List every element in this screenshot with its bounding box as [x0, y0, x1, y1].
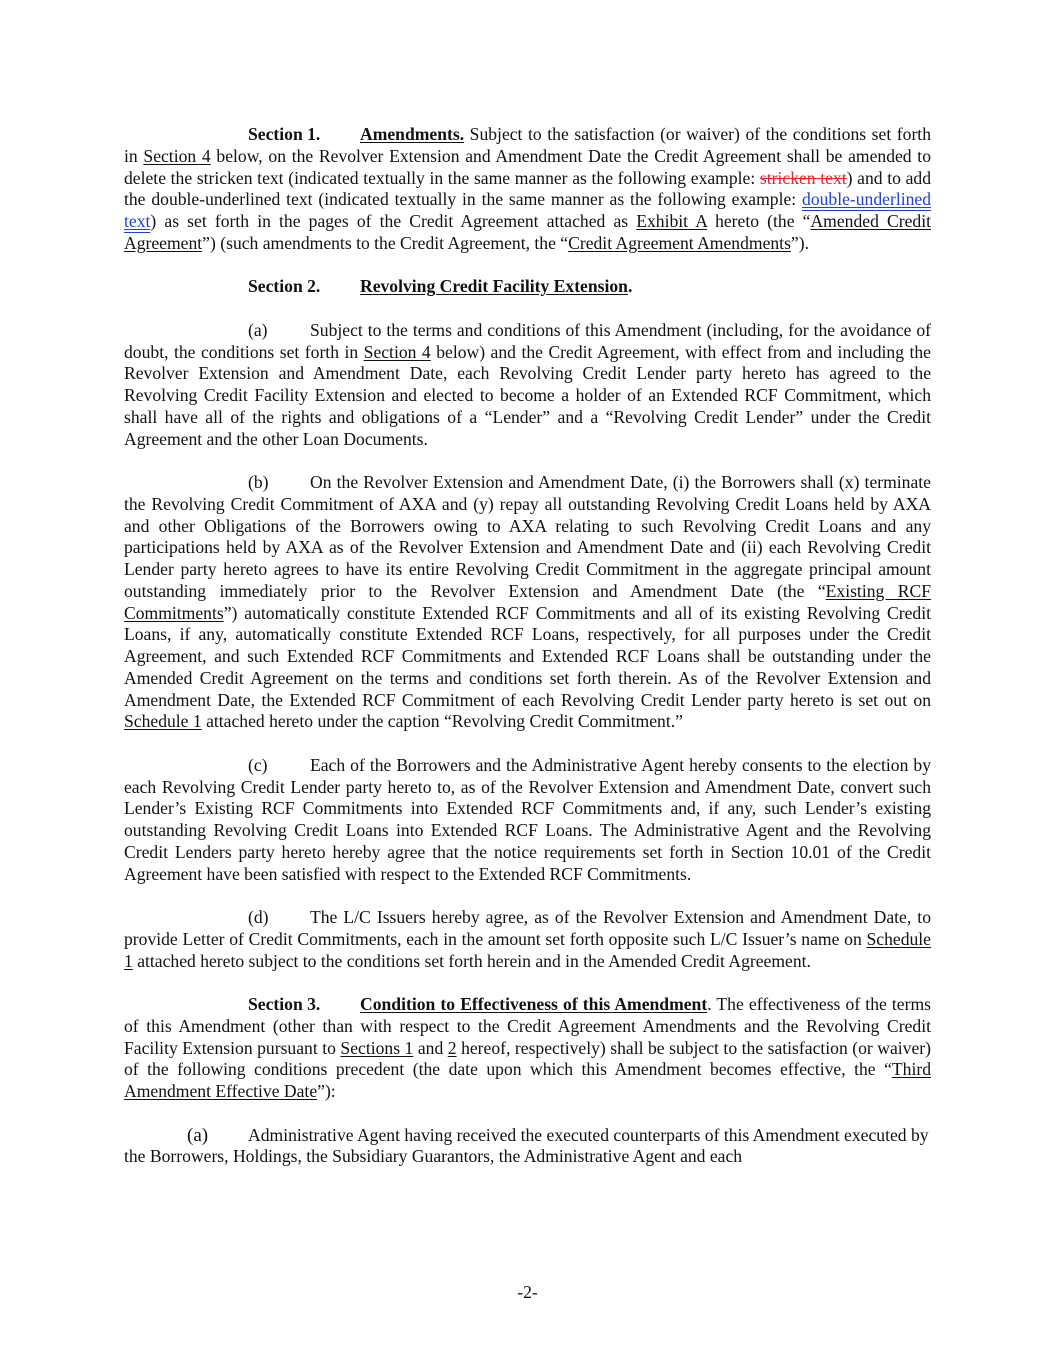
body-text: Each of the Borrowers and the Administrative Agent hereby consents to the election by each Revolving Credit Lender party hereto to, as of the Revolver Extension and Amendment Date, convert such Lender’s Existing RCF Commitments into Extended RCF Commitments and, if any, such Lender’s existing outstanding Revolving Credit Loans into Extended RCF Loans. The Administrative Agent and the Revolving Credit Lenders party hereto hereby agree that the notice requirements set forth in Section 10.01 of the Credit Agreement have been satisfied with respect to the Extended RCF Commitments. — [124, 754, 931, 884]
section-number: Section 1. — [248, 124, 321, 144]
section-number: Section 3. — [248, 994, 321, 1014]
document-body — [124, 124, 931, 1190]
body-text: attached hereto under the caption “Revolving Credit Commitment.” — [201, 711, 683, 732]
double-underlined-text-example: double-underlined text — [124, 189, 931, 231]
body-text: ”). — [790, 232, 809, 253]
section-paragraph — [124, 994, 931, 1103]
defined-term-reference: Section 4 — [363, 341, 431, 362]
body-text: hereof, respectively) shall be subject to the satisfaction (or waiver) of the following conditions precedent (the date upon which this Amendment becomes effective, the “ — [124, 1037, 931, 1080]
stricken-text-example: stricken text — [759, 167, 847, 188]
section-heading: Amendments. — [360, 124, 465, 144]
defined-term-reference: Third Amendment Effective Date — [124, 1059, 931, 1101]
section-heading: Revolving Credit Facility Extension — [360, 276, 628, 297]
subsection-label: (d) — [248, 907, 269, 927]
section-heading: Condition to Effectiveness of this Amendment — [360, 994, 708, 1014]
body-text: ) and to add the double-underlined text (indicated textually in the same manner as the following example: — [124, 167, 931, 210]
body-text: The L/C Issuers hereby agree, as of the Revolver Extension and Amendment Date, to provide Letter of Credit Commitments, each in the amount set forth opposite such L/C Issuer’s name on — [124, 907, 931, 949]
defined-term-reference: Schedule 1 — [124, 711, 202, 732]
section-paragraph — [124, 124, 931, 255]
body-text: Subject to the terms and conditions of this Amendment (including, for the avoidance of doubt, the conditions set forth in — [124, 319, 931, 362]
subsection-paragraph — [124, 472, 931, 733]
subsection-label: (a) — [187, 1124, 209, 1146]
subsection-paragraph — [124, 320, 931, 451]
body-text: ”) automatically constitute Extended RCF Commitments and all of its existing Revolving Credit Loans, if any, automatically constitute Extended RCF Loans, respectively, for all purposes under the Credit Agreement, and such Extended RCF Commitments and Extended RCF Loans shall be outstanding under the Amended Credit Agreement on the terms and conditions set forth therein. As of the Revolver Extension and Amendment Date, the Extended RCF Commitment of each Revolving Credit Lender party hereto is set out on — [124, 602, 931, 710]
body-text: ) as set forth in the pages of the Credit Agreement attached as — [150, 211, 637, 231]
defined-term-reference: 2 — [447, 1037, 457, 1058]
defined-term-reference: Amended Credit Agreement — [124, 211, 931, 253]
body-text: Administrative Agent having received the executed counterparts of this Amendment executed by the Borrowers, Holdings, the Subsidiary Guarantors, the Administrative Agent and each — [124, 1124, 929, 1167]
subsection-label: (a) — [248, 319, 268, 340]
subsection-label: (b) — [248, 472, 269, 492]
body-text: . The effectiveness of the terms of this Amendment (other than with respect to the Credit Agreement Amendments and the Revolving Credit Facility Extension pursuant to — [124, 994, 932, 1058]
body-text: attached hereto subject to the conditions set forth herein and in the Amended Credit Agreement. — [132, 950, 811, 971]
body-text: ”) (such amendments to the Credit Agreement, the “ — [202, 232, 569, 253]
body-text: On the Revolver Extension and Amendment Date, (i) the Borrowers shall (x) terminate the Revolving Credit Commitment of AXA and (y) repay all outstanding Revolving Credit Loans held by AXA and other Obligations of the Borrowers owing to AXA relating to such Revolving Credit Loans and any participations held by AXA as of the Revolver Extension and Amendment Date and (ii) each Revolving Credit Lender party hereto agrees to have its entire Revolving Credit Commitment in the aggregate principal amount outstanding immediately prior to the Revolver Extension and Amendment Date (the “ — [124, 472, 931, 601]
subsection-paragraph — [124, 1125, 931, 1169]
subsection-label: (c) — [248, 754, 268, 775]
subsection-paragraph — [124, 755, 931, 886]
defined-term-reference: Credit Agreement Amendments — [568, 232, 791, 253]
defined-term-reference: Section 4 — [143, 145, 211, 166]
body-text: ”): — [317, 1081, 336, 1101]
body-text: Subject to the satisfaction (or waiver) of the conditions set forth in — [124, 124, 931, 166]
body-text: and — [413, 1037, 448, 1058]
body-text: below, on the Revolver Extension and Amendment Date the Credit Agreement shall be amended to delete the stricken text (indicated textually in the same manner as the following example: — [124, 145, 931, 188]
defined-term-reference: Sections 1 — [340, 1037, 414, 1058]
body-text: hereto (the “ — [706, 211, 811, 231]
body-text: below) and the Credit Agreement, with effect from and including the Revolver Extension and Amendment Date, each Revolving Credit Lender party hereto has agreed to the Revolving Credit Facility Extension and elected to become a holder of an Extended RCF Commitment, which shall have all of the rights and obligations of a “Lender” and a “Revolving Credit Lender” under the Credit Agreement and the other Loan Documents. — [124, 341, 931, 449]
section-number: Section 2. — [248, 276, 321, 297]
bold-text: . — [627, 276, 633, 297]
defined-term-reference: Exhibit A — [636, 211, 707, 231]
subsection-paragraph — [124, 907, 931, 972]
defined-term-reference: Schedule 1 — [124, 928, 931, 971]
section-paragraph — [124, 276, 931, 298]
page-number: -2- — [517, 1282, 538, 1302]
defined-term-reference: Existing RCF Commitments — [124, 580, 931, 623]
